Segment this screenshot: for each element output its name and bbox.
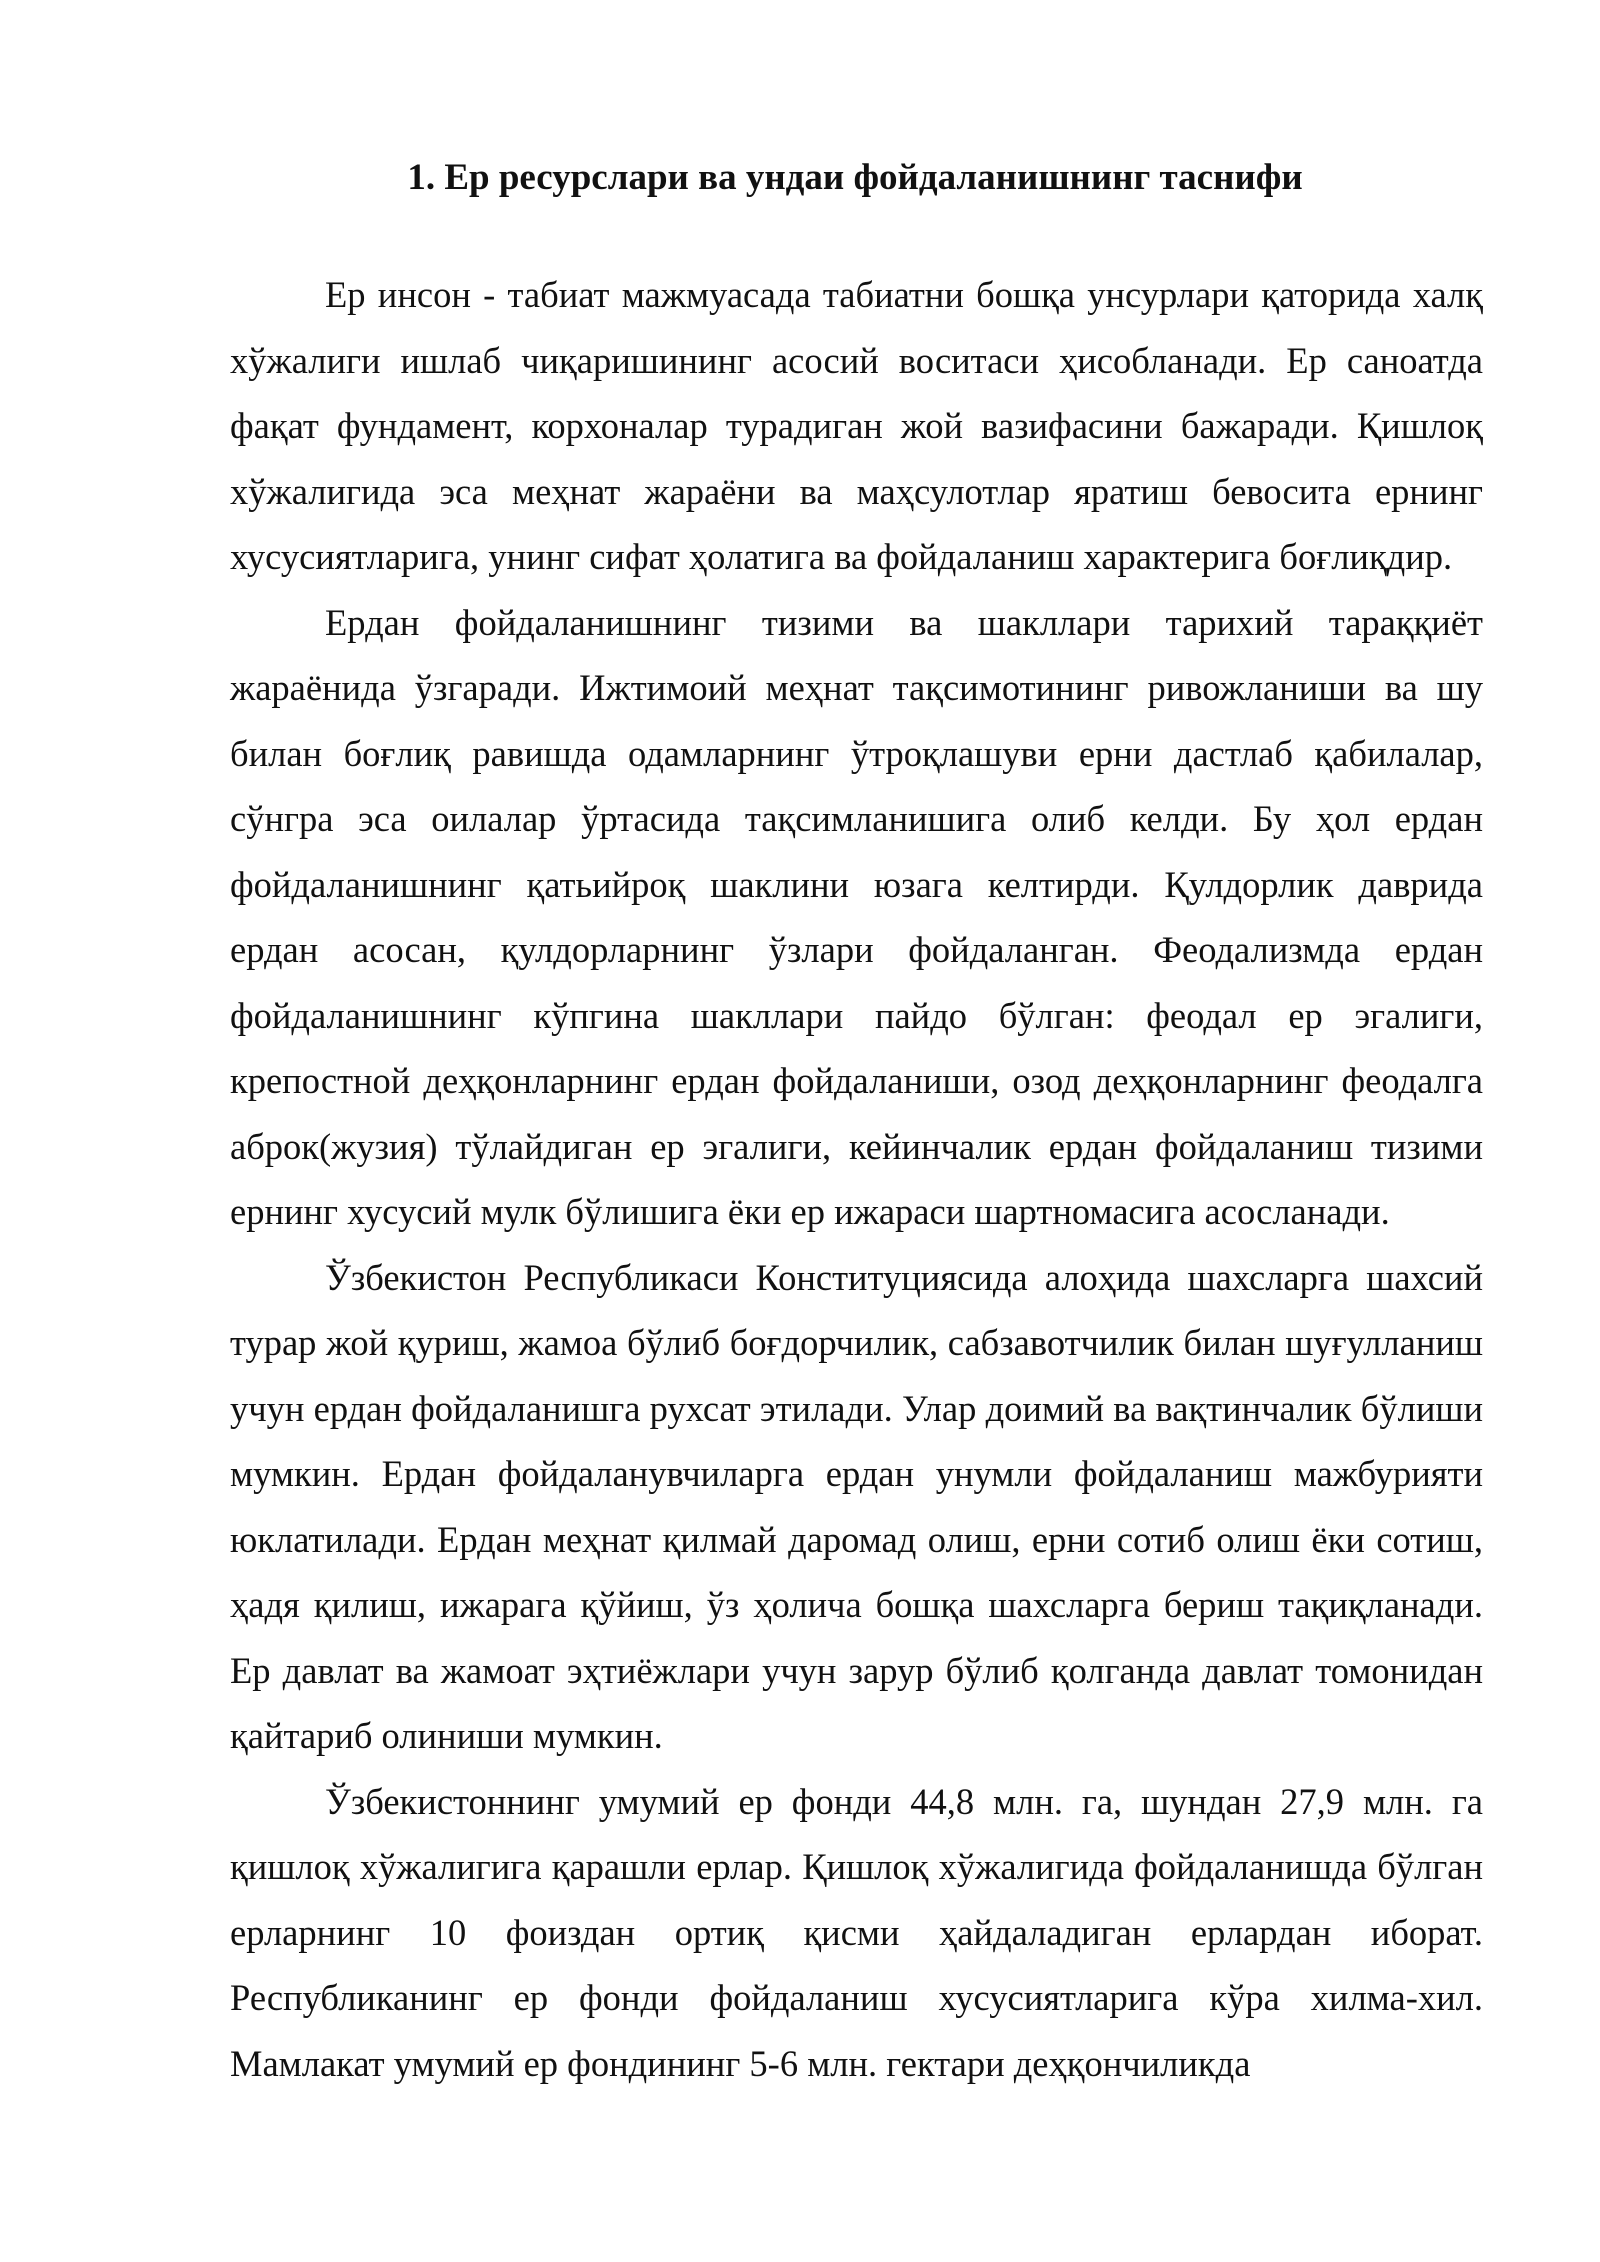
paragraph-3: Ўзбекистон Республикаси Конституциясида алоҳида шахсларга шахсий турар жой қуриш, жамоа бўлиб боғдорчилик, сабзавотчилик билан шуғулланиш учун ердан фойдаланишга рухсат этилади. Улар доимий ва вақтинчалик бўлиши мумкин. Ердан фойдаланувчиларга ердан унумли фойдаланиш мажбурияти юклатилади. Ердан меҳнат қилмай даромад олиш, ерни сотиб олиш ёки сотиш, ҳадя қилиш, ижарага қўйиш, ўз ҳолича бошқа шахсларга бериш тақиқланади. Ер давлат ва жамоат эҳтиёжлари учун зарур бўлиб қолганда давлат томонидан қайтариб олиниши мумкин. <box>230 1256 1483 1756</box>
paragraph-4: Ўзбекистоннинг умумий ер фонди 44,8 млн. га, шундан 27,9 млн. га қишлоқ хўжалигига қарашли ерлар. Қишлоқ хўжалигида фойдаланишда бўлган ерларнинг 10 фоиздан ортиқ қисми ҳайдаладиган ерлардан иборат. Республиканинг ер фонди фойдаланиш хусусиятларига кўра хилма-хил. Мамлакат умумий ер фондининг 5-6 млн. гектари деҳқончиликда <box>230 1780 1483 2084</box>
paragraph-1: Ер инсон - табиат мажмуасада табиатни бошқа унсурлари қаторида халқ хўжалиги ишлаб чиқаришининг асосий воситаси ҳисобланади. Ер саноатда фақат фундамент, корхоналар турадиган жой вазифасини бажаради. Қишлоқ хўжалигида эса меҳнат жараёни ва маҳсулотлар яратиш бевосита ернинг хусусиятларига, унинг сифат ҳолатига ва фойдаланиш характерига боғлиқдир. <box>230 274 1483 577</box>
document-body <box>230 262 1483 2096</box>
page-title: 1. Ер ресурслари ва ундаи фойдаланишнинг таснифи <box>407 157 1303 198</box>
paragraph-2: Ердан фойдаланишнинг тизими ва шакллари тарихий тараққиёт жараёнида ўзгаради. Ижтимоий меҳнат тақсимотининг ривожланиши ва шу билан боғлиқ равишда одамларнинг ўтроқлашуви ерни дастлаб қабилалар, сўнгра эса оилалар ўртасида тақсимланишига олиб келди. Бу ҳол ердан фойдаланишнинг қатьийроқ шаклини юзага келтирди. Қулдорлик даврида ердан асосан, қулдорларнинг ўзлари фойдаланган. Феодализмда ердан фойдаланишнинг кўпгина шакллари пайдо бўлган: феодал ер эгалиги, крепостной деҳқонларнинг ердан фойдаланиши, озод деҳқонларнинг феодалга аброк(жузия) тўлайдиган ер эгалиги, кейинчалик ердан фойдаланиш тизими ернинг хусусий мулк бўлишига ёки ер ижараси шартномасига асосланади. <box>230 601 1483 1232</box>
